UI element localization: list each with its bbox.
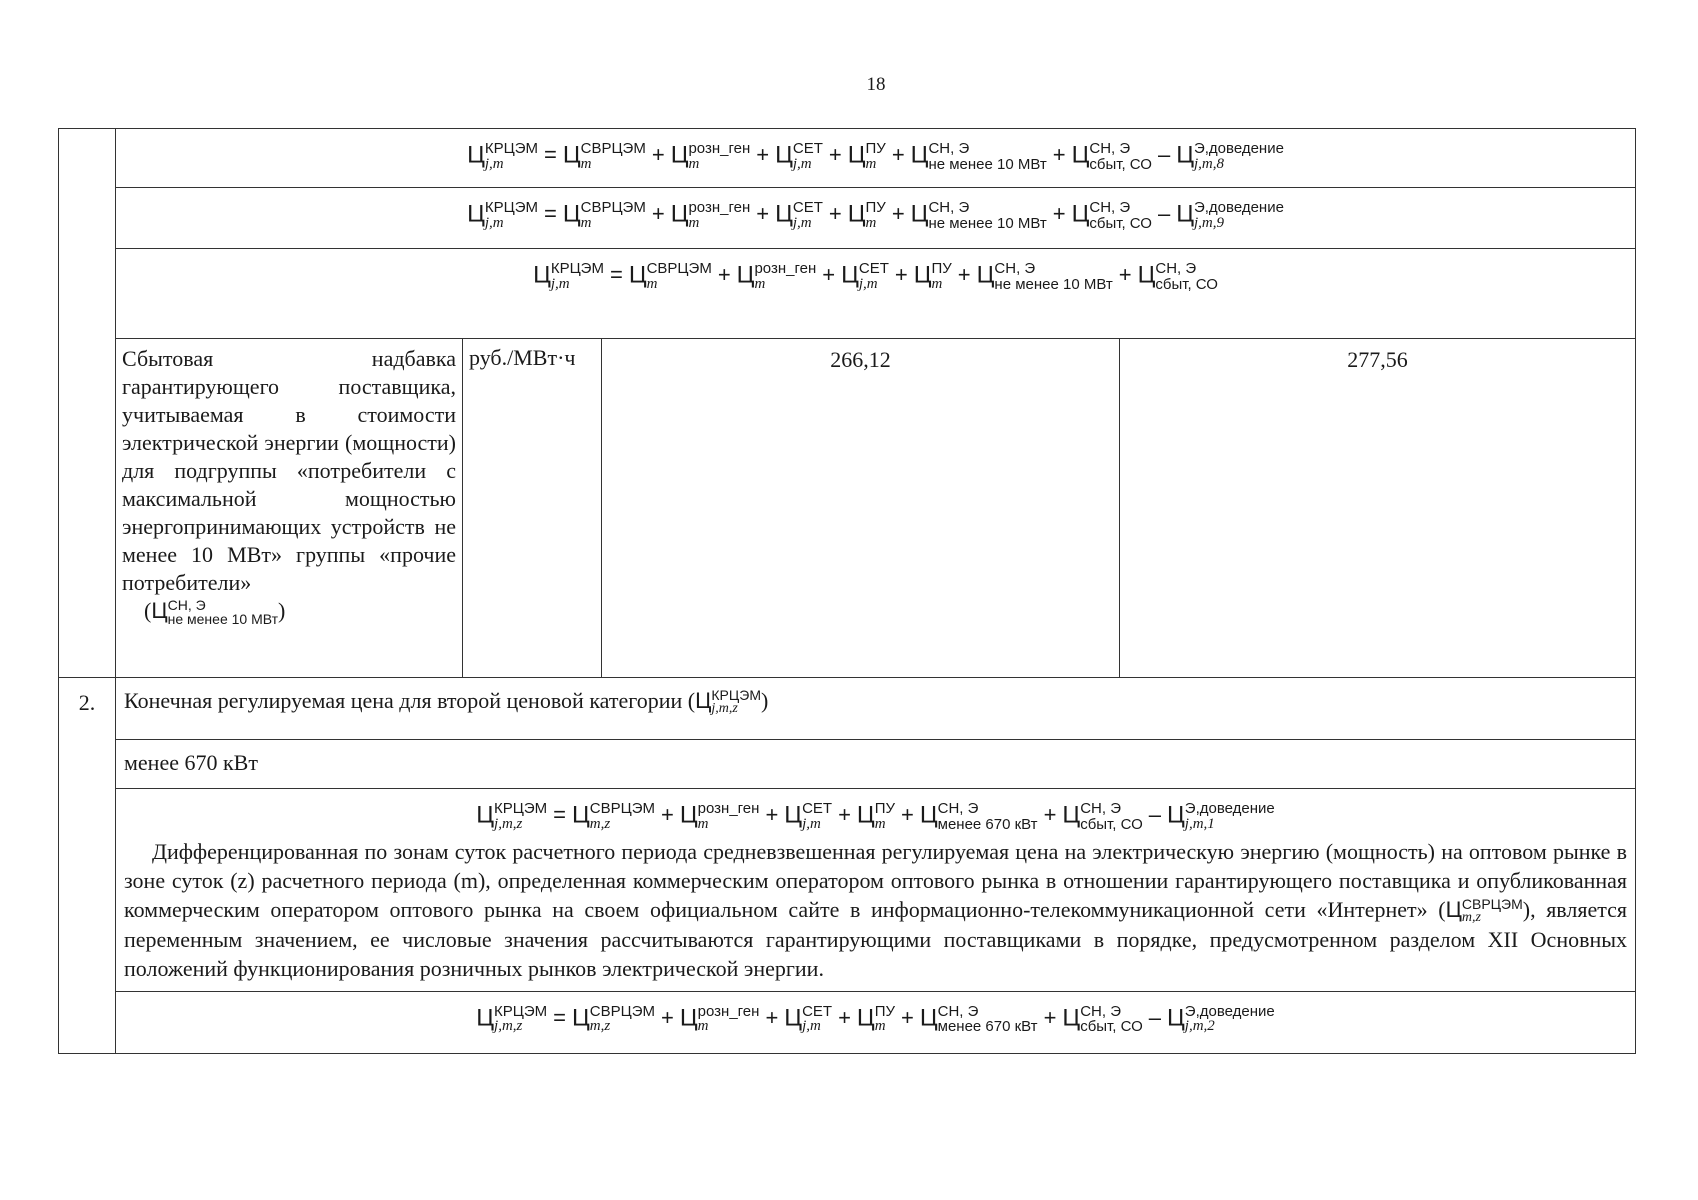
term-subscript: не менее 10 МВт	[928, 155, 1047, 173]
term-superscript: Э,доведение	[1193, 140, 1284, 157]
plus-sign: +	[661, 802, 674, 828]
plus-sign: +	[891, 201, 905, 227]
equals-sign: =	[543, 142, 557, 168]
formula-term	[572, 1004, 655, 1036]
term-indices	[581, 200, 646, 232]
formula-term	[476, 801, 547, 833]
formula-term	[563, 141, 646, 173]
term-subscript: сбыт, СО	[1089, 155, 1152, 173]
symbol-indices	[711, 688, 761, 716]
formula	[465, 188, 1286, 242]
term-subscript: m	[931, 275, 943, 292]
term-subscript: j,m	[802, 1018, 821, 1035]
term-subscript: менее 670 кВт	[937, 1018, 1038, 1036]
term-base: Ц	[913, 261, 932, 289]
formula-term	[476, 1004, 547, 1036]
term-indices	[928, 141, 1046, 173]
term-superscript: СЕТ	[792, 140, 823, 157]
plus-sign: +	[828, 201, 842, 227]
tariff-table	[58, 128, 1636, 1054]
equals-sign: =	[553, 1004, 567, 1030]
term-subscript: m,z	[589, 1018, 611, 1035]
term-base: Ц	[679, 801, 698, 829]
term-indices	[647, 261, 712, 293]
formula-term	[467, 141, 538, 173]
term-indices	[754, 261, 816, 293]
minus-sign: –	[1148, 802, 1162, 828]
term-subscript: m	[580, 214, 592, 231]
formula-term	[737, 261, 817, 293]
term-base: Ц	[562, 141, 581, 169]
term-subscript: m	[697, 1018, 709, 1035]
term-indices	[994, 261, 1112, 293]
symbol-subscript: не менее 10 МВт	[167, 611, 279, 628]
term-superscript: розн_ген	[754, 260, 817, 277]
formula	[474, 789, 1276, 837]
formula-term	[533, 261, 604, 293]
section-title: Конечная регулируемая цена для второй ценовой категории (Ц КРЦЭМ j,m,z )	[116, 678, 1636, 740]
term-superscript: СЕТ	[802, 800, 833, 817]
term-subscript: не менее 10 МВт	[994, 275, 1113, 293]
term-subscript: j,m,1	[1184, 815, 1215, 832]
plus-sign: +	[822, 262, 836, 288]
equals-sign: =	[543, 201, 557, 227]
term-indices	[698, 1004, 760, 1036]
term-indices	[494, 1004, 547, 1036]
symbol-base: Ц	[151, 598, 168, 623]
term-indices	[1080, 1004, 1143, 1036]
term-superscript: ПУ	[874, 1002, 895, 1020]
plus-sign: +	[651, 201, 665, 227]
term-subscript: j,m	[550, 275, 570, 292]
term-indices	[1185, 801, 1275, 833]
formula-row	[116, 129, 1636, 188]
formula-term	[841, 261, 889, 293]
formula-term	[572, 801, 655, 833]
formula-term	[1072, 200, 1152, 232]
term-base: Ц	[670, 200, 689, 228]
term-subscript: j,m,9	[1193, 214, 1224, 231]
term-subscript: j,m,z	[494, 1018, 523, 1035]
term-base: Ц	[775, 200, 793, 228]
plus-sign: +	[894, 262, 908, 288]
term-subscript: сбыт, СО	[1080, 1018, 1143, 1036]
symbol-superscript: СВРЦЭМ	[1461, 895, 1523, 912]
surcharge-description-text: Сбытовая надбавка гарантирующего поставщика, учитываемая в стоимости электрической энергии (мощности) для подгруппы «потребители с максимальной мощностью энергопринимающих устройств не менее 10 МВт» группы «прочие потребители»	[122, 346, 456, 595]
term-subscript: менее 670 кВт	[937, 815, 1038, 833]
formula	[474, 992, 1276, 1046]
formula-term	[848, 200, 886, 232]
formula-term	[1167, 1004, 1275, 1036]
formula-term	[1072, 141, 1152, 173]
page-number: 18	[866, 74, 886, 95]
formula	[465, 129, 1286, 183]
term-base: Ц	[476, 801, 495, 829]
formula-term	[1062, 1004, 1142, 1036]
value-cell-1: 266,12	[602, 339, 1120, 678]
term-superscript: СВРЦЭМ	[580, 199, 646, 216]
term-indices	[875, 1004, 895, 1036]
term-indices	[698, 801, 760, 833]
value-cell-2: 277,56	[1120, 339, 1636, 678]
term-subscript: j,m	[792, 214, 812, 231]
term-base: Ц	[1167, 801, 1185, 829]
term-superscript: КРЦЭМ	[494, 1002, 548, 1020]
symbol-base: Ц	[1445, 896, 1462, 922]
formula-row	[116, 991, 1636, 1053]
term-superscript: СН, Э	[994, 260, 1036, 277]
formula-term	[467, 200, 538, 232]
term-superscript: СН, Э	[1089, 199, 1131, 216]
plus-sign: +	[765, 802, 779, 828]
term-superscript: ПУ	[865, 140, 886, 157]
formula-term	[1062, 801, 1142, 833]
term-base: Ц	[1176, 200, 1194, 228]
formula-term	[1138, 261, 1218, 293]
plus-sign: +	[756, 142, 770, 168]
formula-paragraph-cell	[116, 789, 1636, 992]
symbol-subscript: j,m,z	[711, 701, 738, 717]
term-subscript: m	[865, 155, 877, 172]
term-base: Ц	[679, 1003, 698, 1031]
term-base: Ц	[856, 801, 875, 829]
term-base: Ц	[467, 200, 485, 228]
term-indices	[802, 1004, 832, 1036]
symbol-superscript: КРЦЭМ	[711, 687, 761, 704]
term-indices	[928, 200, 1046, 232]
term-subscript: m	[874, 1018, 886, 1035]
term-base: Ц	[784, 801, 803, 829]
term-superscript: ПУ	[865, 199, 886, 216]
term-base: Ц	[533, 261, 551, 289]
term-subscript: сбыт, СО	[1089, 214, 1152, 232]
symbol-subscript: m,z	[1461, 909, 1481, 925]
term-indices	[1089, 200, 1152, 232]
term-indices	[1080, 801, 1143, 833]
term-subscript: m	[580, 155, 592, 172]
plus-sign: +	[838, 1004, 851, 1030]
term-indices	[938, 1004, 1038, 1036]
term-indices	[1194, 200, 1284, 232]
term-subscript: сбыт, СО	[1080, 815, 1143, 833]
formula-term	[671, 141, 751, 173]
term-base: Ц	[910, 200, 929, 228]
term-base: Ц	[562, 200, 581, 228]
term-subscript: m	[646, 275, 658, 292]
term-subscript: m	[688, 155, 700, 172]
term-superscript: СН, Э	[1080, 800, 1121, 817]
formula-term	[629, 261, 712, 293]
formula-term	[1176, 141, 1284, 173]
formula-term	[784, 801, 832, 833]
term-indices	[590, 801, 655, 833]
formula-term	[775, 200, 823, 232]
formula-term	[857, 1004, 895, 1036]
symbol-indices	[1462, 897, 1523, 925]
term-superscript: ПУ	[931, 260, 952, 277]
equals-sign: =	[553, 802, 567, 828]
term-indices	[1089, 141, 1152, 173]
term-base: Ц	[784, 1003, 803, 1031]
symbol-superscript: СН, Э	[167, 597, 206, 614]
formula-term	[920, 1004, 1038, 1036]
term-base: Ц	[919, 801, 938, 829]
plus-sign: +	[828, 142, 842, 168]
formula-term	[1176, 200, 1284, 232]
term-subscript: j,m	[484, 155, 504, 172]
term-indices	[494, 801, 547, 833]
term-superscript: СВРЦЭМ	[589, 1002, 656, 1020]
term-superscript: СЕТ	[792, 199, 823, 216]
term-indices	[485, 200, 538, 232]
term-superscript: СН, Э	[1089, 140, 1131, 157]
term-subscript: j,m,z	[494, 815, 523, 832]
term-superscript: розн_ген	[688, 199, 751, 216]
minus-sign: –	[1148, 1004, 1162, 1030]
section-number: 2.	[59, 678, 116, 1054]
plus-sign: +	[1052, 142, 1066, 168]
term-base: Ц	[736, 261, 755, 289]
definition-paragraph	[116, 837, 1635, 991]
term-superscript: СВРЦЭМ	[589, 800, 656, 817]
plus-sign: +	[1052, 201, 1066, 227]
term-base: Ц	[572, 1003, 590, 1031]
term-indices	[1194, 141, 1284, 173]
term-superscript: СЕТ	[858, 260, 889, 277]
term-superscript: СЕТ	[802, 1002, 833, 1020]
formula-term	[784, 1004, 832, 1036]
plus-sign: +	[901, 802, 914, 828]
formula	[531, 249, 1220, 303]
plus-sign: +	[1043, 1004, 1057, 1030]
formula-term	[911, 200, 1047, 232]
term-indices	[688, 141, 750, 173]
symbol-indices	[168, 598, 278, 626]
term-superscript: СН, Э	[1155, 260, 1197, 277]
term-superscript: ПУ	[874, 800, 895, 817]
term-indices	[793, 200, 823, 232]
plus-sign: +	[1118, 262, 1132, 288]
formula-row	[116, 188, 1636, 249]
plus-sign: +	[717, 262, 731, 288]
term-indices	[1155, 261, 1218, 293]
term-subscript: m	[874, 815, 886, 832]
term-superscript: СН, Э	[937, 800, 979, 817]
term-base: Ц	[919, 1003, 938, 1031]
term-indices	[1185, 1004, 1275, 1036]
formula-term	[911, 141, 1047, 173]
term-subscript: j,m	[792, 155, 812, 172]
plus-sign: +	[765, 1004, 779, 1030]
term-indices	[875, 801, 895, 833]
term-superscript: СН, Э	[1080, 1002, 1121, 1020]
term-base: Ц	[910, 141, 929, 169]
term-superscript: СВРЦЭМ	[580, 140, 646, 157]
term-subscript: m	[688, 214, 700, 231]
term-base: Ц	[1071, 200, 1090, 228]
term-base: Ц	[775, 141, 793, 169]
section-title-text: Конечная регулируемая цена для второй ценовой категории	[124, 688, 683, 713]
term-superscript: КРЦЭМ	[550, 260, 604, 277]
term-subscript: j,m	[484, 214, 504, 231]
formula-term	[563, 200, 646, 232]
formula-term	[848, 141, 886, 173]
inline-symbol	[1446, 895, 1523, 925]
term-superscript: розн_ген	[697, 800, 760, 817]
term-base: Ц	[1062, 1003, 1081, 1031]
term-superscript: СН, Э	[928, 140, 970, 157]
formula-term	[671, 200, 751, 232]
term-superscript: СН, Э	[928, 199, 970, 216]
term-subscript: m,z	[589, 815, 611, 832]
term-indices	[793, 141, 823, 173]
formula-row	[116, 249, 1636, 339]
term-indices	[938, 801, 1038, 833]
formula-term	[920, 801, 1038, 833]
term-superscript: розн_ген	[688, 140, 751, 157]
term-superscript: Э,доведение	[1193, 199, 1284, 216]
formula-term	[914, 261, 952, 293]
term-superscript: СН, Э	[937, 1002, 979, 1020]
term-indices	[802, 801, 832, 833]
term-base: Ц	[847, 141, 866, 169]
plus-sign: +	[756, 201, 770, 227]
term-superscript: КРЦЭМ	[484, 199, 538, 216]
term-indices	[931, 261, 951, 293]
plus-sign: +	[651, 142, 665, 168]
surcharge-symbol: (Ц СН, Э не менее 10 МВт )	[144, 597, 286, 628]
term-base: Ц	[856, 1003, 875, 1031]
term-indices	[859, 261, 889, 293]
term-base: Ц	[1167, 1003, 1185, 1031]
term-base: Ц	[1137, 261, 1156, 289]
term-subscript: j,m	[858, 275, 878, 292]
term-indices	[581, 141, 646, 173]
unit-cell: руб./МВт·ч	[463, 339, 602, 678]
term-base: Ц	[476, 1003, 495, 1031]
term-superscript: СВРЦЭМ	[646, 260, 712, 277]
paragraph-part1: Дифференцированная по зонам суток расчетного периода средневзвешенная регулируемая цена на электрическую энергию (мощность) на оптовом рынке в зоне суток (z) расчетного периода (m), определенная коммерческим оператором оптового рынка в отношении гарантирующего поставщика и опубликованная коммерческим оператором оптового рынка на своем официальном сайте в информационно-телекоммуникационной сети «Интернет» (	[124, 838, 1628, 922]
term-superscript: розн_ген	[697, 1002, 760, 1020]
inline-symbol	[151, 597, 278, 626]
term-subscript: m	[865, 214, 877, 231]
formula-term	[680, 801, 760, 833]
term-base: Ц	[628, 261, 647, 289]
equals-sign: =	[609, 262, 623, 288]
term-base: Ц	[670, 141, 689, 169]
plus-sign: +	[891, 142, 905, 168]
term-base: Ц	[841, 261, 859, 289]
formula-term	[977, 261, 1113, 293]
plus-sign: +	[957, 262, 971, 288]
term-superscript: КРЦЭМ	[484, 140, 538, 157]
term-base: Ц	[467, 141, 485, 169]
plus-sign: +	[838, 802, 851, 828]
term-subscript: j,m,2	[1184, 1018, 1215, 1035]
term-base: Ц	[1176, 141, 1194, 169]
term-base: Ц	[976, 261, 995, 289]
term-base: Ц	[572, 801, 590, 829]
formula-term	[857, 801, 895, 833]
term-indices	[866, 141, 886, 173]
plus-sign: +	[661, 1004, 674, 1030]
term-subscript: j,m,8	[1193, 155, 1224, 172]
formula-term	[1167, 801, 1275, 833]
term-subscript: j,m	[802, 815, 821, 832]
number-cell-empty	[59, 129, 116, 678]
term-subscript: сбыт, СО	[1155, 275, 1218, 293]
subgroup-label: менее 670 кВт	[116, 740, 1636, 789]
plus-sign: +	[901, 1004, 914, 1030]
surcharge-description	[116, 339, 463, 678]
term-indices	[485, 141, 538, 173]
term-subscript: m	[754, 275, 766, 292]
minus-sign: –	[1157, 142, 1171, 168]
term-superscript: Э,доведение	[1184, 1002, 1275, 1020]
minus-sign: –	[1157, 201, 1171, 227]
plus-sign: +	[1043, 802, 1057, 828]
term-subscript: не менее 10 МВт	[928, 214, 1047, 232]
symbol-base: Ц	[695, 688, 712, 713]
paragraph-part2: ), является переменным значением, ее числовые значения рассчитываются гарантирующими поставщиками в порядке, предусмотренном разделом XII Основных положений функционирования розничных рынков электрической энергии.	[124, 896, 1628, 981]
inline-symbol	[695, 688, 761, 716]
formula-term	[680, 1004, 760, 1036]
term-indices	[688, 200, 750, 232]
term-indices	[551, 261, 604, 293]
term-superscript: КРЦЭМ	[494, 800, 548, 817]
term-superscript: Э,доведение	[1184, 800, 1275, 817]
term-indices	[590, 1004, 655, 1036]
formula-term	[775, 141, 823, 173]
term-base: Ц	[1071, 141, 1090, 169]
term-base: Ц	[1062, 801, 1081, 829]
term-indices	[866, 200, 886, 232]
term-base: Ц	[847, 200, 866, 228]
term-subscript: m	[697, 815, 709, 832]
